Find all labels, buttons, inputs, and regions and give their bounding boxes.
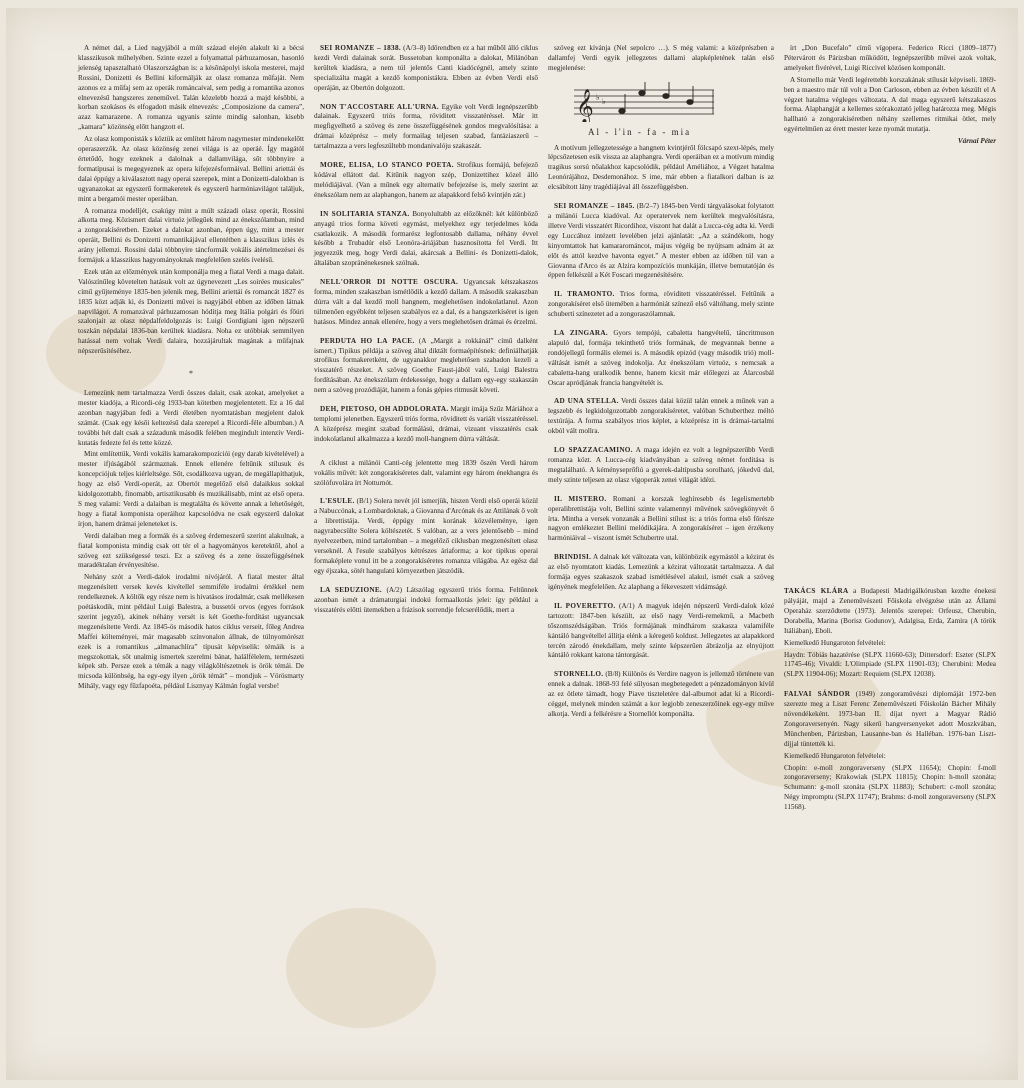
svg-text:♭: ♭ bbox=[596, 92, 600, 102]
music-notation-example bbox=[574, 82, 714, 122]
paragraph: Ezek után az előzmények után komponálja meg a fiatal Verdi a maga dalait. Valószínűleg követelten hatásuk volt az úgynevezett „Les soirées musicales” című gyűjteménye 1835-ben jelenik meg, Bellini ariettái és romancát 1827 és 1835 közt adják ki, és Donizetti művei is nagyjából ebben az időben látnak napvilágot. A romanzával párhuzamosan hódítja meg Itália polgári és főúri szalonjait az olasz népdalfeldolgozás is: Luigi Gordigiani igen népszerű toszkán népdalai 1836-ban kerültek kiadásra. Noha ez utóbbiak semmilyen hatással nem voltak Verdi dalaira, hozzájárultak magának a műfajnak népszerűsítéséhez. bbox=[78, 267, 304, 356]
song-entry bbox=[548, 553, 774, 593]
paragraph: A romanza modelljét, csakúgy mint a múlt századi olasz operát, Rossini alkotta meg. Közismert dalai virtuóz jellegűek mind az énekszólamban, mind a zongorakíséretben. Ezeket a dalokat azonban, éppen úgy, mint a mester operáit, Bellini és Donizetti romantikájával ellentétben a klasszikus izlés és arány jellemzi. Rossini dalai többnyire táncformák vokális átértelmezései és formájuk a klasszikus hagyományoknak megfelelően szelés ívelésű. bbox=[78, 206, 304, 265]
paragraph: Lemezünk nem tartalmazza Verdi összes dalait, csak azokat, amelyeket a mester kiadója, a Ricordi-cég 1933-ban kötetben megjelentetett. Ez a 16 dal azonban nagyjában fedi a Verdi életében nyomtatásban megjelent dalok számát. (Csak egy késői keltezésű dala szerepel a Ricordi-féle albumban.) A további hét dalt csak a századunk második felében megindult intenzív Verdi-kutatás fedezte fel és tette közzé. bbox=[78, 389, 304, 447]
song-text: Strofikus formájú, befejező kódával ellátott dal. Kitűnik nagyon szép, Donizettihez közel álló melódiájával. (Van a műnek egy alternatív befejezése is, mely szerint az énekszólam nem az alaphangon, hanem az alapakkord felső kvintjén zár.) bbox=[314, 161, 538, 199]
performer-text: a Budapesti Madrigálkórusban kezdte énekesi pályáját, majd a Zeneművészeti Főiskola elvégzése után az Állami Operaház szerződtette (1973). Jelentős szerepei: Orfeusz, Cherubin, Dorabella, Marina (Borisz Godunov), Adalgisa, Erda, Zamira (A török Itáliában), Eboli. bbox=[784, 587, 996, 635]
performer-text: (1949) zongoraművészi diplomáját 1972-ben szerezte meg a Liszt Ferenc Zeneművészeti Főiskolán Bácher Mihály növendékeként. 1973-ban II. díjat nyert a Magyar Rádió Zongoraversenyén. Nagy sikerű hangversenyeket adott Moszkvában, Münchenben, Párizsban, Lausanne-ban és Halléban. 1976-ban Liszt-díjjal tüntették ki. bbox=[784, 690, 996, 748]
column-4 bbox=[784, 44, 996, 815]
song-entry bbox=[314, 497, 538, 576]
paragraph: Mint említettük, Verdi vokális kamarakompozíciói (egy darab kivételével) a mester ifjúságából származnak. Ennek ellenére feltűnik stílusuk és koncepciójuk teljes kiérleltsége. Sőt, csodálkozva ugyan, de megállapíthatjuk, hogy az első Verdi-operát, az Obertót megelőző első dalaikkus sokkal kidolgozottabb, finomabb, artisztikusabb és muzikálisabb, mint az első opera. S meg valami: Verdi a dalaiban is megtalálta és követte annak a lehetőségét, hogy a fiatal komponista operáihoz kapcsolódva ne csak egyszerű dalokat írjon, hanem drámai jeleneteket is. bbox=[78, 450, 304, 528]
song-title: IL POVERETTO. bbox=[554, 601, 616, 610]
paragraph: szöveg ezt kívánja (Nel sepolcro …). S még valami: a középrészben a dallamfej Verdi egyik jellegzetes dallami alapképletének talán első megjelenése: bbox=[548, 44, 774, 72]
song-entry bbox=[314, 103, 538, 153]
music-lyric: Al - l'in - fa - mia bbox=[588, 126, 692, 137]
record-sleeve-back bbox=[6, 8, 1018, 1080]
song-text: (B/1) Solera nevét jól ismerjük, hiszen Verdi első operái közül a Nabuccónak, a Lombardoknak, a Giovanna d'Arcónak és az Attilának ő volt a librettistája. Verdi, éppúgy mint korának közvéleménye, igen nagyrabecsülte Solera költészetét. S valóban, az a vers jelentősebb – mind nyelvezetben, mind tartalomban – a megelőző ciklusban megzenésített olasz verseknél. A l'esule szabályos kétrészes áriaforma; a kor tipikus operai formaképlete vonul itt be a zongorakíséretes romanza világába. Az egész dal egy éjszaka, sötét hangulatú környezetben játszódik. bbox=[314, 497, 538, 575]
svg-text:♭: ♭ bbox=[602, 96, 606, 106]
song-entry bbox=[548, 446, 774, 486]
song-text: (A „Margit a rokkánál” című dalként ismert.) Tipikus példája a szöveg által diktált formaépítésnek: definiálhatják strofikus formakeretként, de ugyanakkor meglehetősen szabadon kezeli a visszatérő részeket. A szöveg Goethe Faust-jából való, Luigi Balestra fordításában. Az énekszólam érdekessége, hogy a dallam egy-egy szakaszán nem a szöveg prozódiáját, hanem a fonás gépies ritmusát követi. bbox=[314, 336, 538, 395]
song-title: STORNELLO. bbox=[554, 670, 604, 679]
song-title: LA SEDUZIONE. bbox=[320, 585, 383, 594]
column-1 bbox=[78, 44, 304, 694]
recordings-title: Kiemelkedő Hungaroton felvételei: bbox=[784, 751, 886, 760]
song-title: IN SOLITARIA STANZA. bbox=[320, 209, 410, 218]
song-entry bbox=[314, 278, 538, 328]
song-title: LA ZINGARA. bbox=[554, 329, 608, 338]
performer-bio bbox=[784, 690, 996, 813]
song-entry bbox=[314, 337, 538, 396]
blank-area bbox=[784, 147, 996, 587]
song-text: A dalnak két változata van, különbözik egymástól a kézirat és az első nyomtatott kiadás. Lemezünk a kézirat változatát tartalmazza. A dal formája egyes szakaszok szabad ismétlésével alakul, ismét csak a szöveg igényének megfelelően. Az alaphang a fékeveszett vidámságé. bbox=[548, 553, 774, 591]
song-entry bbox=[548, 290, 774, 320]
song-entry bbox=[548, 397, 774, 437]
song-entry bbox=[314, 44, 538, 94]
song-title: L'ESULE. bbox=[320, 497, 355, 506]
song-title: IL TRAMONTO. bbox=[554, 290, 615, 299]
song-title: NELL'ORROR DI NOTTE OSCURA. bbox=[320, 278, 459, 287]
paragraph: A motívum jellegzetessége a hangnem kvintjéről fölcsapó szext-lépés, mely lépcsőzetesen esik vissza az alaphangra. Verdi operáiban ez a motívum mindig tragikus sorsú nőalakhoz kapcsolódik, például Améliához, a Végzet hatalma Leonórájához, Desdemonához. S ime, már ebben a fiatalkori dalban is az elcsábított lány tragédiájával áll összefüggésben. bbox=[548, 143, 774, 192]
song-entry bbox=[314, 210, 538, 269]
song-text: Romani a korszak leghíresebb és legelismertebb operalibrettistája volt, Bellini szinte valamennyi művének szövegkönyvét ő írta. Mintha a versek vonzanák a Bellini stílust is: a triós forma első főrésze nagyon emlékeztet Bellini melódikájára. A zongorakíséret – igen érzékeny harmóniáival – viszont ismét Schubertre utal. bbox=[548, 494, 774, 543]
song-entry bbox=[548, 602, 774, 661]
song-text: (B/2–7) 1845-ben Verdi tárgyalásokat folytatott a milánói Lucca kiadóval. Az operatervek nem kerültek megvalósításra, illetve Verdi visszatért Ricordihoz, viszont hat dalát a Lucca-cég adta ki. Verdi egy Luccához intézett levelében jelzi ajánlatát: „Az a szándékom, hogy kinyomtattok hat kamararománcot, május végéig be nyújtsam adnám át az előt és attól kezdve havonta egyet.” A mester ebben az időben túl van a Giovanna d'Arco és az Alzira kompozíciós munkáján, illetve bemutatóján és éppen felkészül a Két Foscari megzenésítésére. bbox=[548, 202, 775, 280]
song-entry bbox=[314, 161, 538, 201]
paragraph: A német dal, a Lied nagyjából a múlt század elején alakult ki a bécsi klasszikusok műhelyében. Szinte ezzel a folyamattal párhuzamosan, hasonló jelenség tapasztalható Olaszországban is: a késõnápolyi iskola mesterei, majd Rossini, Donizetti és Bellini kiformálják az olasz romanza műfaját. Nem azonos ez a műfaj sem az operák románcaival, sem pedig a romantika azonos elnevezésű hangszeres zeneművel. Talán közelebb hozzá a majd késõbbi, a korban szokásos és elfogadott másik elnevezés: „Composizione da camera”, azaz kamarazene. A romanza ugyanis szinte mindig salonban, kisebb „kamara” közönség előtt hangzott el. bbox=[78, 44, 304, 132]
song-title: SEI ROMANZE – 1845. bbox=[554, 202, 635, 211]
paragraph: A Stornello már Verdi legérettebb korszakának stílusát képviseli. 1869-ben a maestro már túl volt a Don Carloson, ebben az évben készült el A végzet hatalma végleges változata. A dal maga egyszerű kétszakaszos forma. Alaphangját a kellemes szórakoztató jelleg határozza meg. Mégis hallható a zongorakíséretben néhány szellemes ritmikai ötlet, mely egyértelműen az érett mester keze nyomát mutatja. bbox=[784, 75, 996, 134]
paragraph: Az olasz komponisták s köztük az említett három nagymester mindenekelőtt operaszerzők. Az olasz közönség zenei világa is az operáé. Így magától értetődő, hogy ezeknek a dalolnak a dallamvilága, sőt többnyire a formatípusai is megegyeznek az opera kifejezésformáival. Bellini ariettái és dalai éppúgy a kiválasztott nagy operai szerepek, mint a Donizetti-dalokban is ugyanazokat az egyszerű formakeretek és egyszerű harmóniavilágot találjuk, mint a bergamói mester operáiban. bbox=[78, 135, 304, 203]
song-text: (A/2) Látszólag egyszerű triós forma. Feltűnnek azonban ismét a drámaturgiai indokú formaalkotás jelei: így például a visszatérés előtti ütemekben a frázisok sorrendje felcserélődik, mert a bbox=[314, 585, 538, 614]
paragraph: Nehány szót a Verdi-dalok irodalmi nívójáról. A fiatal mester által megzenésített versek kevés kivétellel semmiféle irodalmi értékkel nem rendelkeznek. A költők egy része nem is hivatásos irodalmár, csak mellékesen poétáskodik, mint például Luigi Balestra, a bussetói orvos (egyes források szerint jegyző), akinek néhány versét is két Goethe-fordítást ugyancsak megzenésítette Verdi. Az 1845-ös második hatos ciklus verseit, főleg Andrea Maffei költeményei, már magasabb színvonalon állnak, de túlnyomórészt ezek is a romantikus „almanachlíra” típusát képviselik: témáik is a megszokottak, sőt unalmig ismertek szerelmi bánat, halálfélelem, természeti képek stb. Persze ezek a témák a nagy világköltészetnek is örök témái. De micsoda különbség, ha egy-egy ilyen „örök témát” – mondjuk – Vörösmarty Mihály, vagy egy fűzfapoéta, például Lisznyay Kálmán foglal versbe! bbox=[78, 573, 304, 691]
performer-name: TAKÁCS KLÁRA bbox=[784, 587, 849, 596]
song-text: (A/3–8) Időrendben ez a hat műből álló ciklus kezdi Verdi dalainak sorát. Bussetoban komponálta a dalokat, Milánóban kerültek kiadásra, a nem túl jelentős Canti kiadócégnél, amely szinte specializálta magát a kezdő komponistákra. Ebben az évben Verdi első operáján, az Obertón dolgozott. bbox=[314, 44, 539, 92]
song-text: Ugyancsak kétszakaszos forma, minden szakaszban ismétlődik a kezdő dallam. A második szakaszban dúrra vált a dal kezdő moll hangnem, meglehetősen indokolatlanul. Azon túlmenően egyébként teljesen szabályos ez a dal, és a hangszerkíséret is igen hatásos. Mindez annak ellenére, hogy a vers meglehetősen drámai és érzelmi. bbox=[314, 278, 538, 326]
song-entry bbox=[548, 329, 774, 388]
song-title: IL MISTERO. bbox=[554, 494, 607, 503]
column-3 bbox=[548, 44, 774, 722]
song-title: MORE, ELISA, LO STANCO POETA. bbox=[320, 161, 454, 170]
song-text: Verdi összes dalai közül talán ennek a műnek van a legszebb és legkidolgozottabb zongorakíséretet, valóban Schuberthez méltó textúrája. A forma szabályos trios képlet, a középrész itt is drámai-tartalmi okból vált mollra. bbox=[548, 397, 774, 436]
section-divider-star: * bbox=[189, 369, 193, 379]
paragraph: Verdi dalaiban meg a formák és a szöveg érdemeszerű szerint alakulnak, a fiatal komponista mindig csak ott tér el a hagyományos keretektől, ahol a szöveg ezt szükségessé teszi. Ez a szöveg és a zene összefüggésének maradéktalan érvényesítése. bbox=[78, 531, 304, 570]
song-entry bbox=[314, 586, 538, 616]
song-title: PERDUTA HO LA PACE. bbox=[320, 336, 415, 345]
recordings-list: Haydn: Tóbiás hazatérése (SLPX 11660-63); Dittersdorf: Eszter (SLPX 11745-46); Vivaldi: L'Olimpiade (SLPX 11901-03); Cherubini: Medea (SLPX 11904-06); Mozart: Requiem (SLPX 12038). bbox=[784, 650, 996, 679]
svg-text:𝄞: 𝄞 bbox=[576, 88, 594, 122]
performer-name: FALVAI SÁNDOR bbox=[784, 690, 851, 699]
paper-stain bbox=[286, 908, 436, 1028]
performer-bio bbox=[784, 587, 996, 680]
song-text: A maga idején ez volt a legnépszerűbb Verdi romanza közt. A Lucca-cég kiadványában a szöveg német fordítása is megtalálható. A kéményseprőfiú a gyerek-daltípusba sorolható, jókedvű dal, mely szinte teljesen az olasz vígoperák zenei világát idézi. bbox=[548, 446, 774, 484]
song-text: (A/1) A magyuk idején népszerű Verdi-dalok közé tartozott: 1847-ben készült, az első nagy Verdi-remekmű, a Macbeth tőszomszédságában. Triós formájának mindhárom szakasza valamiféle kántáló hangvétellel állítja elénk a kéregető koldust. Jellegzetes az alapakkord tercén zárodó énekdallam, mely szinte képszerűen ábrázolja az elnyújtott kántáló rokkant katona tántorgását. bbox=[548, 601, 775, 660]
song-text: Gyors tempójú, cabaletta hangvételű, táncritmuson alapuló dal, formája tekinthető triós formának, de megvannak benne a rondójellegű formális elemei is. A második epizód (vagy második trió) moll-váltását ismét a szöveg indokolja. Az énekszólam virtuóz, s nemcsak a cabaletta-hang uralkodik benne, hanem kicsit már előlegezi az Álarcosbál Oscar apródjának francia hangvételét is. bbox=[548, 329, 774, 387]
song-title: AD UNA STELLA. bbox=[554, 397, 619, 406]
song-entry bbox=[548, 202, 774, 281]
song-title: DEH, PIETOSO, OH ADDOLORATA. bbox=[320, 405, 449, 414]
author-signature: Várnai Péter bbox=[957, 137, 996, 146]
recordings-title: Kiemelkedő Hungaroton felvételei: bbox=[784, 638, 886, 647]
song-text: Egyike volt Verdi legnépszerűbb dalainak. Egyszerű triós forma, röviditett visszatéréssel. Már itt megfigyelhető a szöveg és zene összefüggésének gondos megvalósítása: a drámai középrész – mely formailag teljesen szabad, fantáziaszerű – tartalmazza a vers legfeszültebb mondanivalóju szakaszát. bbox=[314, 102, 538, 151]
song-title: NON T'ACCOSTARE ALL'URNA. bbox=[320, 102, 439, 111]
song-text: Margit imája Szűz Máriához a templomi jelenetben. Egyszerű triós forma, röviditett és variált visszatéréssel. A középrész megint szabad formálású, drámai, vizuant visszatérés csak indokolatlanul alkalmazza a kezdő moll-hangnem dúrra váltását. bbox=[314, 405, 538, 443]
song-entry bbox=[548, 670, 774, 720]
song-entry bbox=[548, 495, 774, 545]
song-text: Trios forma, röviditett visszatéréssel. Feltűnik a zongorakíséret első ütemében a harmóniát színező első váltóhang, mely szinte schuberti színezetet ad a zongoraszólamnak. bbox=[548, 290, 774, 319]
song-title: LO SPAZZACAMINO. bbox=[554, 446, 633, 455]
song-text: (B/8) Különös és Verdire nagyon is jellemző története van ennek a dalnak. 1868-93 felé sűlyosan megbetegedett a pénzadományon kívül az ez ötlete támadt, hogy Piave tiszteletére dal-albumot adat ki a Ricordi-céggel, melynek minden számát a kor legjobb zeneszerzőinek egy-egy műve alkotja. Verdi a felkérésre a Stornellót komponálta. bbox=[548, 670, 774, 718]
song-text: Bonyolultabb az előzőknél: két különböző anyagú trios forma követi egymást, melyekhez egy terjedelmes kóda csatlakozik. A második formarész legfontosabb dallama, néhány évvel később a Trubadúr első Leonóra-áriájában hasznosította fel Verdi. Itt jegyezzük meg, hogy Verdi dalai, akárcsak a Bellini- és Donizetti-dalok, általában szopránénekesnek szólnak. bbox=[314, 209, 539, 268]
column-2 bbox=[314, 44, 538, 617]
paragraph: A ciklust a milánói Canti-cég jelentette meg 1839 őszén Verdi három vokális művét: két zongorakíséretes dalt, valamint egy három énekhangra és szólófuvolára írt Notturnót. bbox=[314, 458, 538, 487]
song-entry bbox=[314, 405, 538, 445]
paragraph: írt „Don Bucefalo” című vígopera. Federico Ricci (1809–1877) Pétervárott és Párizsban működött, legnépszerűbb művei azok voltak, amelyeket fivérével, Luigi Riccivel közösen komponált. bbox=[784, 44, 996, 72]
song-title: BRINDISI. bbox=[554, 553, 592, 562]
recordings-list: Chopin: e-moll zongoraverseny (SLPX 11654); Chopin: f-moll zongoraverseny; Krakowiak (SLPX 11815); Chopin: h-moll szonáta; Schumann: g-moll szonáta (SLPX 11883); Schubert: c-moll szonáta; Négy impromptu (SLPX 11747); Brahms: d-moll zongoraverseny (SLPX 11568). bbox=[784, 763, 996, 812]
song-title: SEI ROMANZE – 1838. bbox=[320, 44, 401, 52]
